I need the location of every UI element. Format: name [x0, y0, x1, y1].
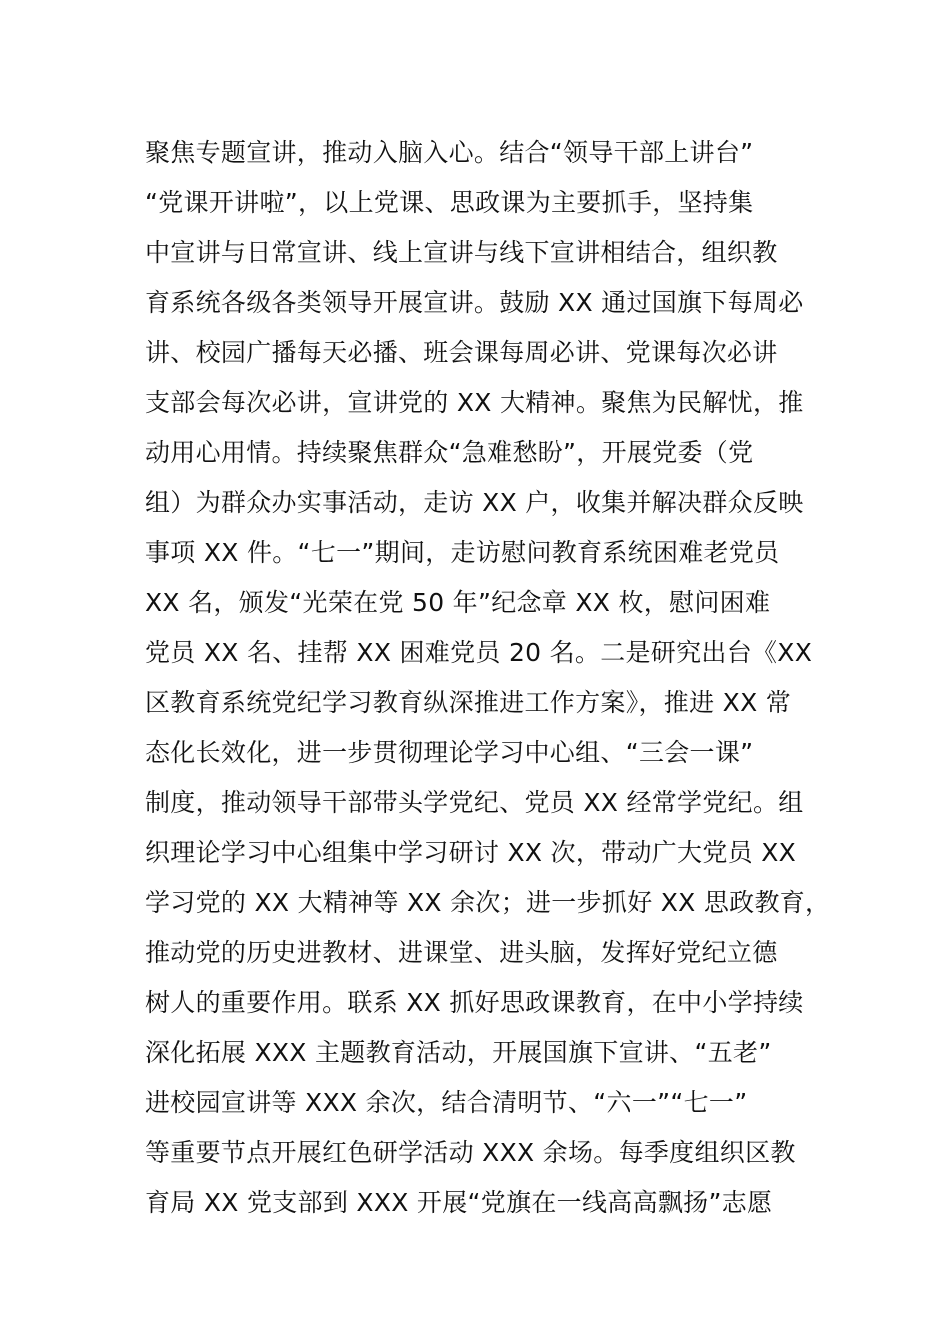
text-line: 育局 XX 党支部到 XXX 开展“党旗在一线高高飘扬”志愿	[145, 1188, 773, 1217]
text-line: 事项 XX 件。“七一”期间，走访慰问教育系统困难老党员	[145, 538, 780, 567]
text-line: 树人的重要作用。联系 XX 抓好思政课教育，在中小学持续	[145, 988, 804, 1017]
text-line: 区教育系统党纪学习教育纵深推进工作方案》，推进 XX 常	[145, 688, 792, 717]
text-line: 等重要节点开展红色研学活动 XXX 余场。每季度组织区教	[145, 1138, 796, 1167]
text-line: 中宣讲与日常宣讲、线上宣讲与线下宣讲相结合，组织教	[145, 238, 778, 267]
text-line: 深化拓展 XXX 主题教育活动，开展国旗下宣讲、“五老”	[145, 1038, 772, 1067]
text-line: 织理论学习中心组集中学习研讨 XX 次，带动广大党员 XX	[145, 838, 797, 867]
text-line: 推动党的历史进教材、进课堂、进头脑，发挥好党纪立德	[145, 938, 778, 967]
text-line: 党员 XX 名、挂帮 XX 困难党员 20 名。二是研究出台《XX	[145, 638, 813, 667]
text-line: 进校园宣讲等 XXX 余次，结合清明节、“六一”“七一”	[145, 1088, 748, 1117]
body-paragraph	[145, 128, 845, 1228]
text-line: 育系统各级各类领导开展宣讲。鼓励 XX 通过国旗下每周必	[145, 288, 804, 317]
text-line: 动用心用情。持续聚焦群众“急难愁盼”，开展党委（党	[145, 438, 754, 467]
text-line: 讲、校园广播每天必播、班会课每周必讲、党课每次必讲	[145, 338, 778, 367]
text-line: 制度，推动领导干部带头学党纪、党员 XX 经常学党纪。组	[145, 788, 804, 817]
text-line: “党课开讲啦”，以上党课、思政课为主要抓手，坚持集	[145, 188, 754, 217]
text-line: 支部会每次必讲，宣讲党的 XX 大精神。聚焦为民解忧，推	[145, 388, 804, 417]
text-line: 学习党的 XX 大精神等 XX 余次；进一步抓好 XX 思政教育，	[145, 888, 831, 917]
text-line: 组）为群众办实事活动，走访 XX 户，收集并解决群众反映	[145, 488, 804, 517]
text-line: 态化长效化，进一步贯彻理论学习中心组、“三会一课”	[145, 738, 754, 767]
text-line: XX 名，颁发“光荣在党 50 年”纪念章 XX 枚，慰问困难	[145, 588, 771, 617]
text-line: 聚焦专题宣讲，推动入脑入心。结合“领导干部上讲台”	[145, 138, 754, 167]
